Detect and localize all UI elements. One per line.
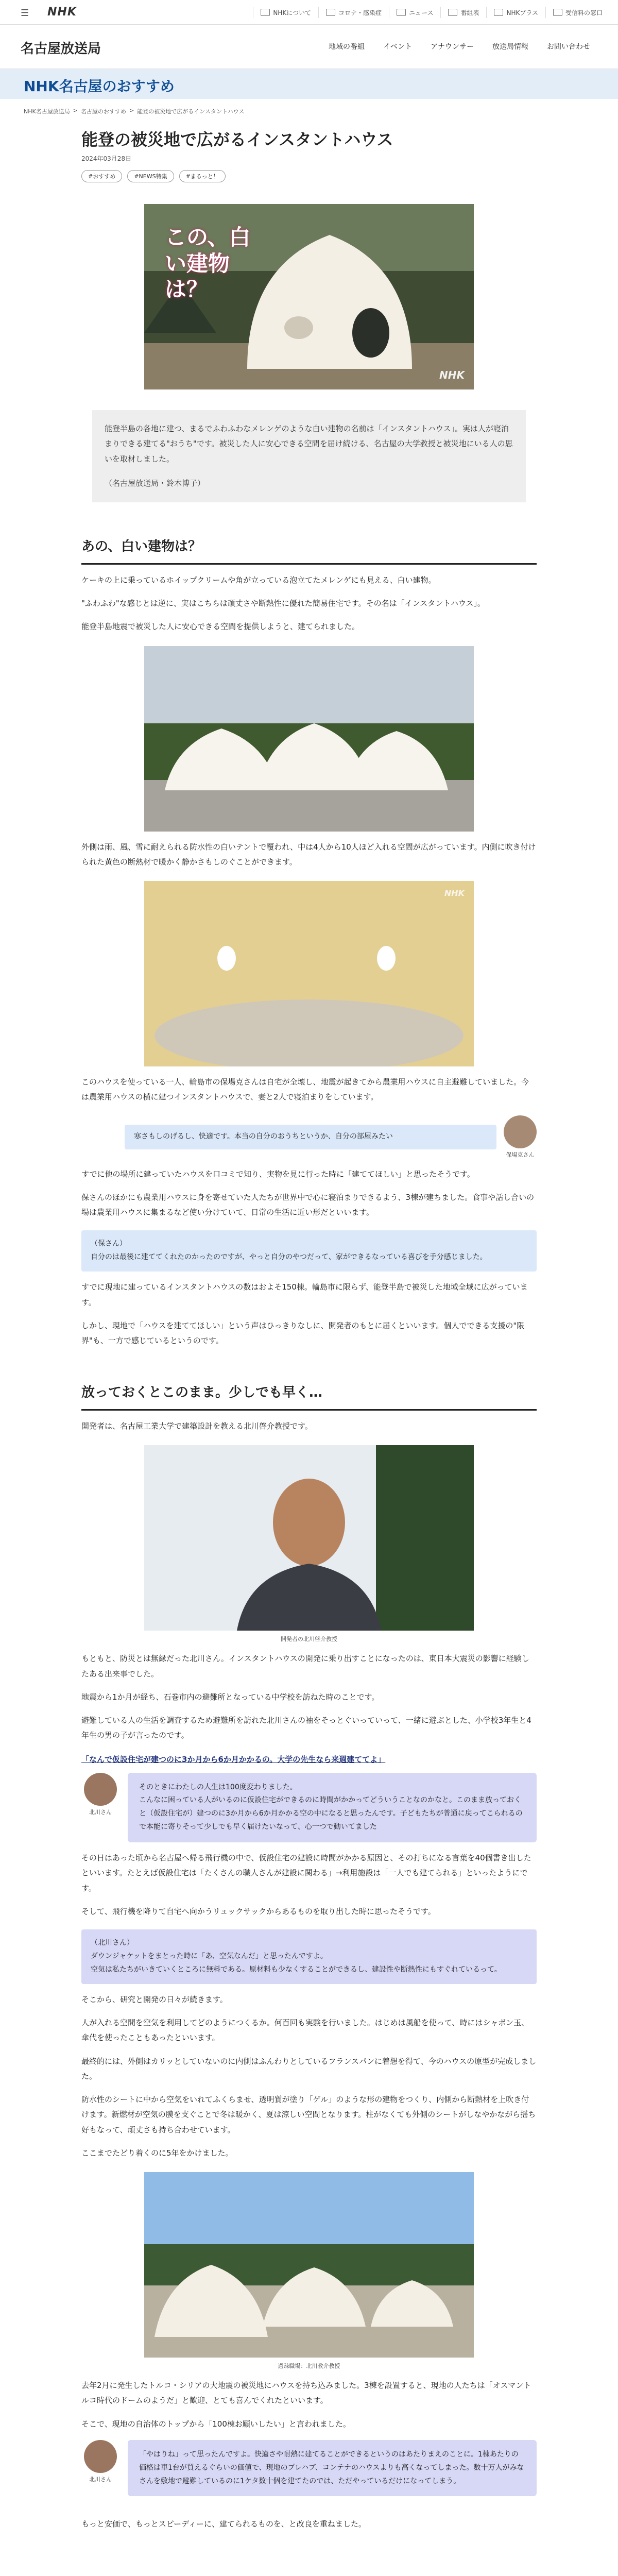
quote-box: （保さん） 自分のは最後に建ててくれたのかったのですが、やっと自分のやつだって、家ができるなっている喜びを手分感じました。 bbox=[81, 1230, 537, 1272]
breadcrumb-separator: > bbox=[73, 107, 78, 114]
nav-corona[interactable] bbox=[318, 7, 389, 18]
nav-label: NHKプラス bbox=[506, 9, 538, 16]
global-header bbox=[0, 0, 618, 25]
paragraph: しかし、現地で「ハウスを建ててほしい」という声はひっきりなしに、開発者のもとに届くといいます。個人でできる支援の"限界"も、一方で感じているというのです。 bbox=[81, 1320, 525, 1346]
section-1-body-5 bbox=[81, 1280, 537, 1348]
hero-caption: この、白い建物は？ bbox=[165, 225, 251, 302]
speaker-name: 北川さん bbox=[89, 2476, 112, 2483]
article-date: 2024年03月28日 bbox=[81, 155, 132, 163]
paragraph: ケーキの上に乗っているホイップクリームや角が立っている泡立てたメレンゲにも見える、白い建物。 bbox=[81, 575, 436, 585]
nav-label: 受信料の窓口 bbox=[565, 9, 603, 16]
professor-illustration bbox=[144, 1445, 474, 1631]
news-icon bbox=[397, 9, 406, 16]
section-title[interactable]: NHK名古屋のおすすめ bbox=[24, 78, 175, 95]
interview-text: そのときにわたしの人生は100度変わりました。 こんなに困っている人がいるのに仮設住宅ができるのに時間がかかってどういうことなのかなと。このまま放っておくと（仮設住宅が）建つのに3か月から6か月かかる空の中になると思ったんです。子どもたちが普通に戻ってこられるので本能に寄りそって少しでも早く届けたいなって、心一つで動いてました bbox=[128, 1773, 537, 1843]
paragraph: もともと、防災とは無縁だった北川さん。インスタントハウスの開発に乗り出すことになったのは、東日本大震災の影響に経験したある出来事でした。 bbox=[81, 1654, 529, 1679]
nhk-watermark: NHK bbox=[444, 888, 465, 899]
bubble-text: 寒さもしのげるし、快適です。本当の自分のおうちというか、自分の部屋みたい bbox=[125, 1125, 496, 1149]
breadcrumb-station[interactable]: NHK名古屋放送局 bbox=[24, 108, 70, 115]
nav-label: ニュース bbox=[409, 9, 434, 16]
lead-box bbox=[92, 410, 526, 502]
station-header bbox=[0, 25, 618, 69]
article bbox=[81, 129, 537, 2532]
paragraph: 開発者は、名古屋工業大学で建築設計を教える北川啓介教授です。 bbox=[81, 1421, 313, 1431]
article-title: 能登の被災地で広がるインスタントハウス bbox=[81, 130, 393, 149]
child-quote: 「なんで仮設住宅が建つのに3か月から6か月かかるの。大学の先生なら来週建ててよ」 bbox=[81, 1754, 386, 1764]
fee-icon bbox=[553, 9, 562, 16]
plus-icon bbox=[494, 9, 503, 16]
station-nav bbox=[319, 41, 599, 52]
nav-fee[interactable] bbox=[545, 7, 610, 18]
paragraph: そして、飛行機を降りて自宅へ向かうリュックサックからあるものを取り出した時に思ったそうです。 bbox=[81, 1906, 436, 1916]
paragraph: その日はあった頃から名古屋へ帰る飛行機の中で、仮設住宅の建設に時間がかかる原因と、その打ちになる言葉を40個書き出したといいます。たとえば仮設住宅は「たくさんの職人さんが建設に関わる」→利用施設は「一人でも建てられる」といったようにです。 bbox=[81, 1853, 531, 1893]
section-2-body-4 bbox=[81, 1992, 537, 2161]
paragraph: すでに他の場所に建っていたハウスを口コミで知り、実物を見に行った時に「建ててほしい」と思ったそうです。 bbox=[81, 1169, 475, 1179]
speaker bbox=[81, 2440, 119, 2497]
three-houses-illustration bbox=[144, 646, 474, 832]
photo-professor bbox=[144, 1445, 474, 1631]
station-nav-announcers[interactable]: アナウンサー bbox=[431, 43, 474, 51]
avatar bbox=[84, 1773, 117, 1806]
avatar bbox=[84, 2440, 117, 2473]
breadcrumb-current: 能登の被災地で広がるインスタントハウス bbox=[137, 108, 245, 115]
section-1-body bbox=[81, 573, 537, 635]
section-2-body-6 bbox=[81, 2517, 537, 2532]
paragraph: 去年2月に発生したトルコ・シリアの大地震の被災地にハウスを持ち込みました。3棟を設置すると、現地の人たちは「オスマントルコ時代のドームのようだ」と歓迎、とても喜んでくれたといいます。 bbox=[81, 2381, 531, 2405]
section-bar bbox=[0, 69, 618, 99]
breadcrumb-separator: > bbox=[129, 107, 134, 114]
lead-credit: （名古屋放送局・鈴木博子） bbox=[105, 478, 205, 488]
speaker-name: 保場克さん bbox=[506, 1151, 535, 1158]
virus-icon bbox=[326, 9, 335, 16]
tag-list bbox=[81, 170, 537, 182]
paragraph: "ふわふわ"な感じとは逆に、実はこちらは頑丈さや断熱性に優れた簡易住宅です。その名は「インスタントハウス」。 bbox=[81, 599, 485, 608]
nav-nhk-about[interactable] bbox=[253, 7, 318, 18]
speaker bbox=[81, 1773, 119, 1843]
section-2-body-5 bbox=[81, 2378, 537, 2432]
station-nav-info[interactable]: 放送局情報 bbox=[492, 43, 528, 51]
nav-label: 番組表 bbox=[460, 9, 479, 16]
station-name[interactable]: 名古屋放送局 bbox=[21, 41, 101, 57]
nav-schedule[interactable] bbox=[440, 7, 486, 18]
paragraph: 防水性のシートに中から空気をいれてふくらませ、透明質が塗り「ゲル」のような形の建物をつくり、内側から断熱材を上吹き付けます。新燃材が空気の膜を支ぐことで冬は暖かく、夏は涼しい空間となります。柱がなくても外側のシートがしなやかながら揺ち好もなって、頑丈さも持ち合わせています。 bbox=[81, 2095, 536, 2134]
houses-field-illustration bbox=[144, 2172, 474, 2358]
section-1-body-2 bbox=[81, 840, 537, 870]
photo-caption: 開発者の北川啓介教授 bbox=[281, 1636, 337, 1643]
hero-image bbox=[144, 204, 474, 389]
tag-marutto[interactable]: #まるっと！ bbox=[179, 170, 226, 182]
paragraph: ここまでたどり着くのに5年をかけました。 bbox=[81, 2148, 233, 2158]
tag-news-special[interactable]: #NEWS特集 bbox=[127, 170, 174, 182]
nav-nhk-plus[interactable] bbox=[486, 7, 545, 18]
tag-recommend[interactable]: #おすすめ bbox=[81, 170, 122, 182]
section-1-body-4 bbox=[81, 1167, 537, 1221]
station-nav-events[interactable]: イベント bbox=[383, 43, 412, 51]
hamburger-icon[interactable]: ☰ bbox=[21, 8, 29, 19]
section-1-body-3 bbox=[81, 1075, 537, 1105]
breadcrumb bbox=[24, 107, 244, 115]
nav-news[interactable] bbox=[389, 7, 440, 18]
paragraph: 外側は雨、風、雪に耐えられる防水性の白いテントで覆われ、中は4人から10人ほど入れる空間が広がっています。内側に吹き付けられた黄色の断熱材で暖かく静かさもしのぐことができます。 bbox=[81, 842, 536, 867]
paragraph: 避難している人の生活を調査するため避難所を訪れた北川さんの袖をそっとぐいっていって、一緒に遊ぶとした、小学校3年生と4年生の男の子が言ったのです。 bbox=[81, 1716, 531, 1740]
section-heading-2: 放っておくとこのまま。少しでも早く… bbox=[81, 1384, 537, 1411]
nav-label: NHKについて bbox=[273, 9, 312, 16]
quote-box: （北川さん） ダウンジャケットをまとった時に「あ、空気なんだ」と思ったんですよ。 空気は私たちがいきていくところに無料である。原材料も少なくすることができるし、建設性や断熱性にもすぐれているって。 bbox=[81, 1929, 537, 1984]
nav-label: コロナ・感染症 bbox=[338, 9, 382, 16]
photo-caption: 過疎職場：北川教介教授 bbox=[278, 2363, 340, 2370]
paragraph: 能登半島地震で被災した人に安心できる空間を提供しようと、建てられました。 bbox=[81, 622, 360, 632]
interview-bubble bbox=[81, 2440, 537, 2497]
paragraph: 保さんのほかにも農業用ハウスに身を寄せていた人たちが世界中で心に寝泊まりできるよう、3棟が建ちました。食事や話し合いの場は農業用ハウスに集まるなど使い分けていて、日常の生活に近い形だといいます。 bbox=[81, 1192, 535, 1217]
paragraph: 最終的には、外側はカリッとしていないのに内側はふんわりとしているフランスパンに着想を得て、今のハウスの原型が完成しました。 bbox=[81, 2056, 537, 2081]
lead-text: 能登半島の各地に建つ、まるでふわふわなメレンゲのような白い建物の名前は「インスタントハウス」。実は人が寝泊まりできる建てる"おうち"です。被災した人に安心できる空間を届け続ける、名古屋の大学教授と被災地にいる人の思いを取材しました。 bbox=[105, 424, 513, 464]
nhk-logo[interactable]: NHK bbox=[47, 6, 77, 19]
interview-bubble bbox=[81, 1773, 537, 1843]
section-2-body-3 bbox=[81, 1851, 537, 1919]
speaker bbox=[504, 1115, 537, 1159]
paragraph: そこで、現地の自治体のトップから「100棟お願いしたい」と言われました。 bbox=[81, 2419, 351, 2429]
speech-bubble bbox=[81, 1115, 537, 1159]
section-heading-1: あの、白い建物は？ bbox=[81, 538, 537, 565]
station-nav-programs[interactable]: 地域の番組 bbox=[329, 43, 365, 51]
section-2-body-2 bbox=[81, 1651, 537, 1743]
avatar bbox=[504, 1115, 537, 1148]
paragraph: もっと安価で、もっとスピーディーに、建てられるものを、と改良を重ねました。 bbox=[81, 2519, 366, 2529]
interview-text: 「やはりね」って思ったんですよ。快適さや耐熱に建てることができるというのはあたりまえのことに。1棟あたりの価格は車1台が買えるぐらいの価値で、現地のプレハブ、コンテナのハウスよりも高くなってしまった。数十万人がみなさんを敷地で避難しているのに1ケタ数十個を建てたのでは、ただやっているだけになってしまう。 bbox=[128, 2440, 537, 2497]
photo-interior bbox=[144, 881, 474, 1066]
paragraph: 人が入れる空間を空気を利用してどのようにつくるか。何百回も実験を行いました。はじめは風船を使って、時にはシャボン玉、傘代を使ったこともあったといいます。 bbox=[81, 2018, 529, 2043]
paragraph: そこから、研究と開発の日々が続きます。 bbox=[81, 1994, 228, 2004]
photo-three-houses bbox=[144, 646, 474, 832]
global-nav bbox=[253, 7, 610, 18]
interior-illustration bbox=[144, 881, 474, 1066]
nhk-watermark: NHK bbox=[439, 369, 465, 382]
station-nav-contact[interactable]: お問い合わせ bbox=[547, 43, 590, 51]
paragraph: すでに現地に建っているインスタントハウスの数はおよそ150棟。輪島市に限らず、能登半島で被災した地域全域に広がっています。 bbox=[81, 1282, 528, 1307]
paragraph: 地震から1か月が経ち、石巻市内の避難所となっている中学校を訪ねた時のことです。 bbox=[81, 1692, 380, 1702]
schedule-icon bbox=[448, 9, 457, 16]
paragraph: このハウスを使っている一人、輪島市の保場克さんは自宅が全壊し、地震が起きてから農業用ハウスに自主避難していました。今は農業用ハウスの横に建つインスタントハウスで、妻と2人で寝泊まりをしています。 bbox=[81, 1077, 529, 1102]
section-2-body bbox=[81, 1419, 537, 1434]
nhk-icon bbox=[261, 9, 270, 16]
speaker-name: 北川さん bbox=[89, 1808, 112, 1816]
breadcrumb-section[interactable]: 名古屋のおすすめ bbox=[80, 108, 127, 115]
photo-houses-field bbox=[144, 2172, 474, 2358]
